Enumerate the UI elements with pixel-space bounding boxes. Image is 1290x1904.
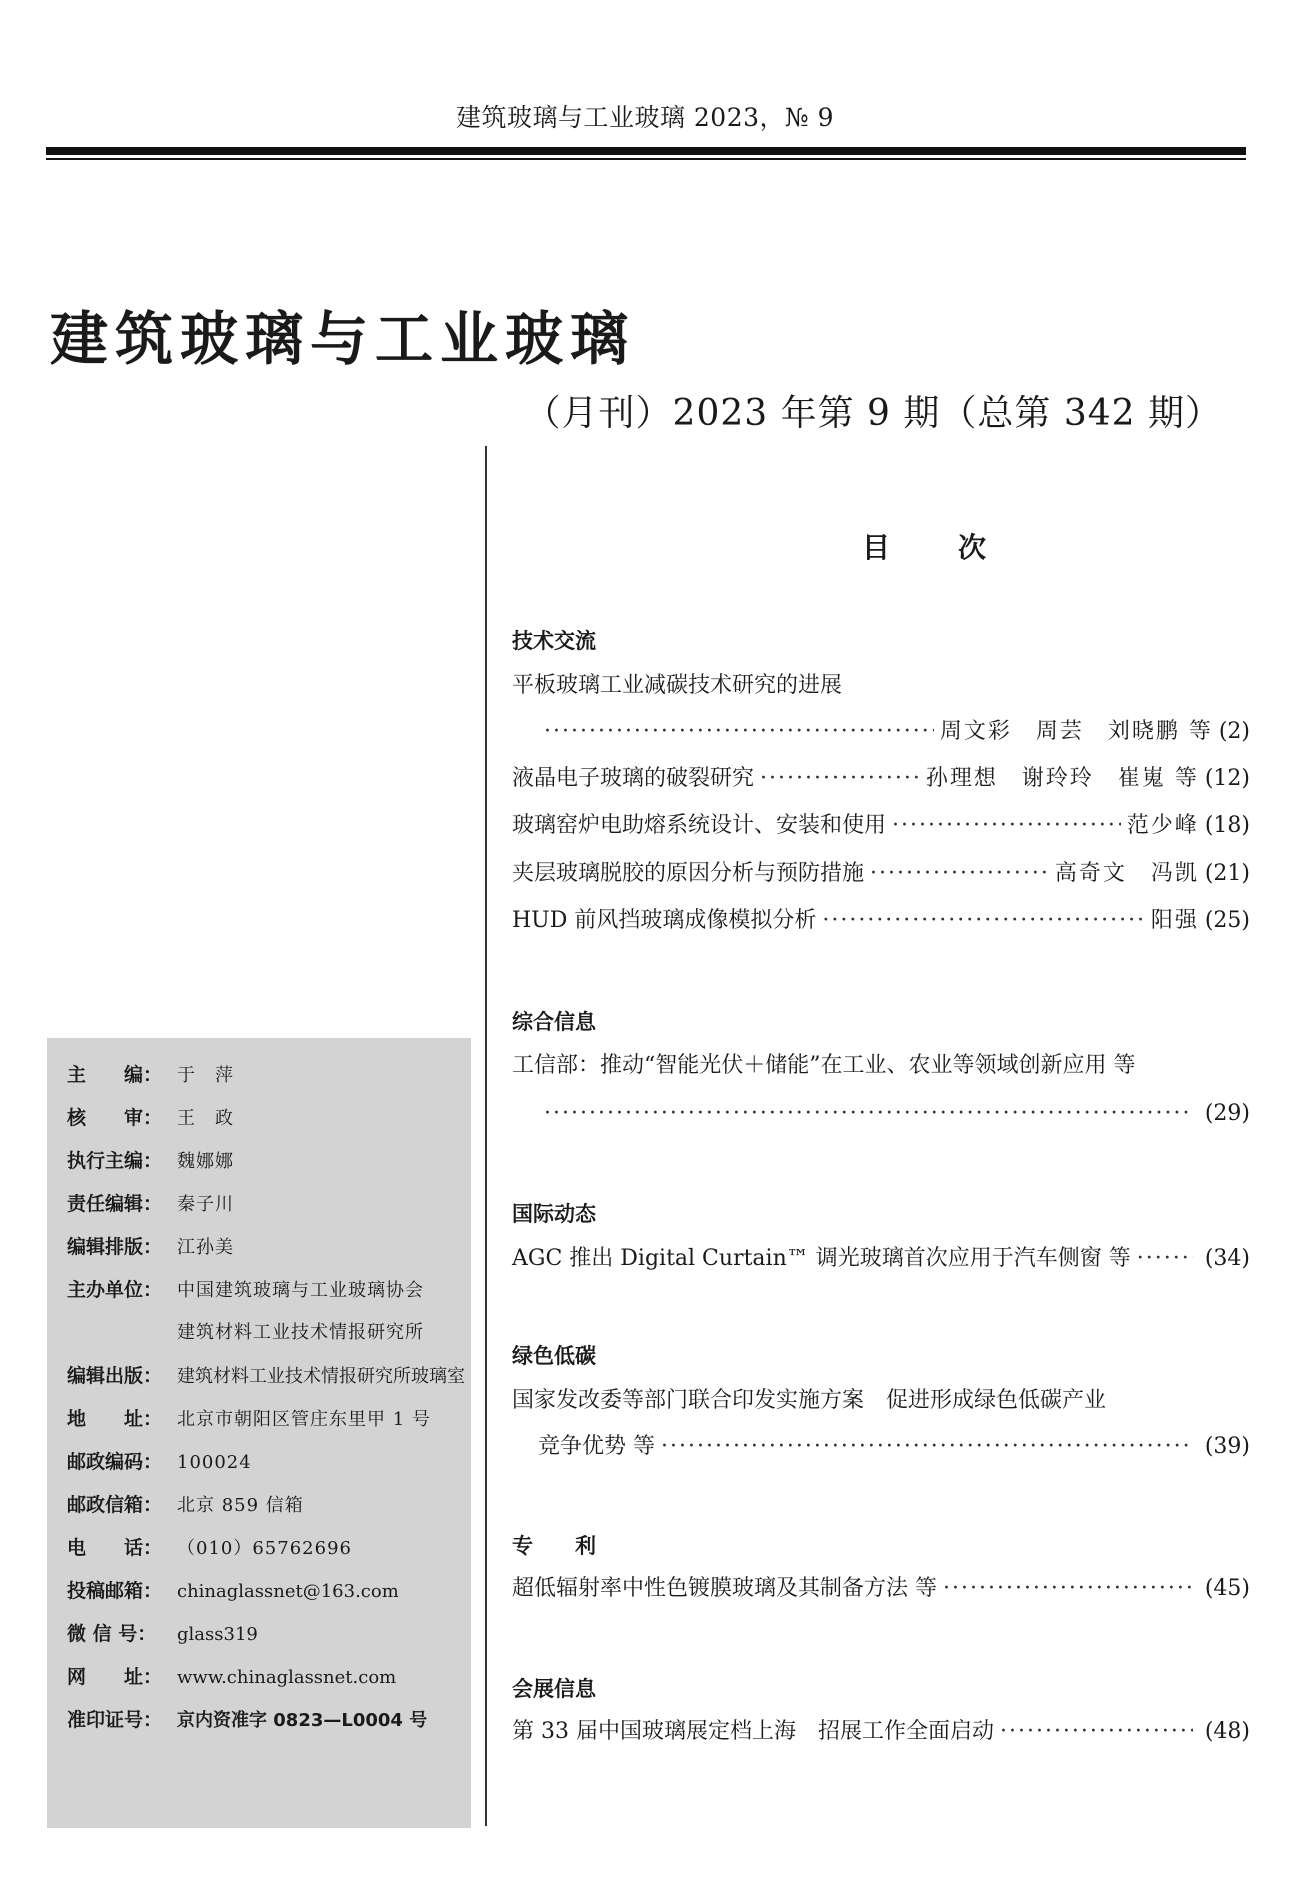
toc-entry-title: 玻璃窑炉电助熔系统设计、安装和使用	[512, 813, 887, 838]
info-row-editor	[67, 1060, 234, 1087]
info-label: 主 编：	[67, 1064, 163, 1086]
toc-entry	[512, 1573, 1250, 1605]
toc-entry-page: (12)	[1204, 766, 1250, 791]
info-row-email	[67, 1576, 399, 1603]
info-label: 编辑排版：	[67, 1236, 163, 1258]
dot-leader	[544, 716, 934, 748]
info-label: 邮政信箱：	[67, 1494, 163, 1516]
toc-entry	[512, 1716, 1250, 1748]
info-row-website	[67, 1662, 396, 1689]
toc-entry	[512, 905, 1250, 937]
info-row-resp-editor	[67, 1189, 234, 1216]
info-value: www.chinaglassnet.com	[177, 1667, 397, 1688]
dot-leader	[760, 763, 920, 795]
toc-entry-page: (25)	[1204, 908, 1250, 933]
dot-leader	[943, 1573, 1193, 1605]
dot-leader	[822, 905, 1144, 937]
info-label: 网 址：	[67, 1666, 163, 1688]
info-row-sponsor	[67, 1275, 424, 1302]
info-label: 编辑出版：	[67, 1365, 163, 1387]
column-divider	[485, 446, 487, 1826]
info-row-address	[67, 1404, 431, 1431]
toc-entry-title: AGC 推出 Digital Curtain™ 调光玻璃首次应用于汽车侧窗 等	[512, 1246, 1131, 1271]
info-value: 秦子川	[177, 1194, 234, 1215]
toc-section-heading: 会展信息	[512, 1677, 596, 1701]
toc-entry	[538, 716, 1250, 748]
editorial-info-box	[47, 1038, 471, 1828]
info-value: 建筑材料工业技术情报研究所	[177, 1322, 424, 1343]
toc-entry-title: 第 33 届中国玻璃展定档上海 招展工作全面启动	[512, 1719, 994, 1744]
header-rule-thin	[46, 158, 1246, 160]
info-value: 北京 859 信箱	[177, 1495, 304, 1516]
toc-entry-title: 国家发改委等部门联合印发实施方案 促进形成绿色低碳产业	[512, 1388, 1107, 1413]
toc-entry-title: 超低辐射率中性色镀膜玻璃及其制备方法 等	[512, 1576, 937, 1601]
dot-leader	[1000, 1716, 1193, 1748]
info-label: 微 信 号：	[67, 1623, 157, 1645]
toc-section-heading: 技术交流	[512, 629, 596, 653]
toc-entry-authors: 高奇文 冯凯	[1054, 861, 1199, 886]
toc-entry	[512, 1243, 1250, 1275]
info-label: 主办单位：	[67, 1279, 163, 1301]
info-row-reviewer	[67, 1103, 234, 1130]
toc-entry-title: 夹层玻璃脱胶的原因分析与预防措施	[512, 861, 865, 886]
toc-entry	[512, 858, 1250, 890]
info-row-sponsor-2	[67, 1318, 424, 1344]
info-value: chinaglassnet@163.com	[177, 1581, 399, 1602]
info-value: glass319	[177, 1624, 258, 1645]
toc-entry-title: HUD 前风挡玻璃成像模拟分析	[512, 908, 817, 933]
info-value: 江孙美	[177, 1237, 234, 1258]
info-value: 王 政	[177, 1108, 234, 1129]
dot-leader	[544, 1098, 1193, 1130]
toc-entry-title: 工信部：推动“智能光伏＋储能”在工业、农业等领域创新应用 等	[512, 1053, 1136, 1078]
info-value: 100024	[177, 1452, 252, 1473]
toc-title: 目 次	[862, 531, 1007, 564]
toc-entry-title: 液晶电子玻璃的破裂研究	[512, 766, 755, 791]
toc-section-heading: 综合信息	[512, 1010, 596, 1034]
toc-entry-page: (21)	[1204, 861, 1250, 886]
info-value: 于 萍	[177, 1065, 234, 1086]
info-label: 投稿邮箱：	[67, 1580, 163, 1602]
toc-entry-authors: 范少峰	[1126, 813, 1199, 838]
info-value: 中国建筑玻璃与工业玻璃协会	[177, 1280, 424, 1301]
toc-entry-authors: 孙理想 谢玲玲 崔嵬 等	[925, 766, 1199, 791]
issue-line: （月刊）2023 年第 9 期（总第 342 期）	[524, 393, 1222, 434]
toc-entry-page: (18)	[1204, 813, 1250, 838]
info-row-pobox	[67, 1490, 304, 1517]
info-label: 责任编辑：	[67, 1193, 163, 1215]
dot-leader	[1137, 1243, 1193, 1275]
info-row-postcode	[67, 1447, 252, 1474]
info-row-exec-editor	[67, 1146, 234, 1173]
toc-entry	[512, 763, 1250, 795]
header-rule-thick	[46, 147, 1246, 155]
dot-leader	[870, 858, 1049, 890]
toc-entry-title: 平板玻璃工业减碳技术研究的进展	[512, 673, 843, 698]
info-value: 建筑材料工业技术情报研究所玻璃室	[177, 1366, 465, 1387]
journal-masthead: 建筑玻璃与工业玻璃	[50, 305, 636, 373]
info-row-layout	[67, 1232, 234, 1259]
info-row-permit	[67, 1705, 427, 1732]
dot-leader	[661, 1431, 1193, 1463]
info-row-publisher	[67, 1361, 465, 1388]
info-label: 准印证号：	[67, 1709, 163, 1731]
toc-section-heading: 绿色低碳	[512, 1344, 596, 1368]
info-label: 地 址：	[67, 1408, 163, 1430]
info-value: 京内资准字 0823—L0004 号	[177, 1710, 428, 1731]
toc-entry-page: (48)	[1204, 1719, 1250, 1744]
info-label: 电 话：	[67, 1537, 163, 1559]
info-value: （010）65762696	[177, 1538, 352, 1559]
toc-entry	[512, 810, 1250, 842]
toc-entry-page: (29)	[1204, 1101, 1250, 1126]
info-row-phone	[67, 1533, 352, 1560]
toc-entry-page: (34)	[1204, 1246, 1250, 1271]
running-header: 建筑玻璃与工业玻璃 2023，№ 9	[455, 103, 835, 132]
info-row-wechat	[67, 1619, 258, 1646]
toc-entry-page: (2)	[1218, 719, 1250, 744]
toc-section-heading: 国际动态	[512, 1202, 596, 1226]
toc-entry-authors: 阳强	[1150, 908, 1199, 933]
toc-entry-page: (39)	[1204, 1434, 1250, 1459]
toc-entry	[538, 1098, 1250, 1130]
info-value: 魏娜娜	[177, 1151, 234, 1172]
info-label: 核 审：	[67, 1107, 163, 1129]
info-value: 北京市朝阳区管庄东里甲 1 号	[177, 1409, 431, 1430]
info-label: 邮政编码：	[67, 1451, 163, 1473]
toc-section-heading: 专 利	[512, 1534, 596, 1558]
info-label: 执行主编：	[67, 1150, 163, 1172]
toc-entry-title-cont: 竞争优势 等	[538, 1434, 655, 1459]
toc-entry	[538, 1431, 1250, 1463]
toc-entry-page: (45)	[1204, 1576, 1250, 1601]
toc-entry-authors: 周文彩 周芸 刘晓鹏 等	[939, 719, 1213, 744]
dot-leader	[892, 810, 1121, 842]
